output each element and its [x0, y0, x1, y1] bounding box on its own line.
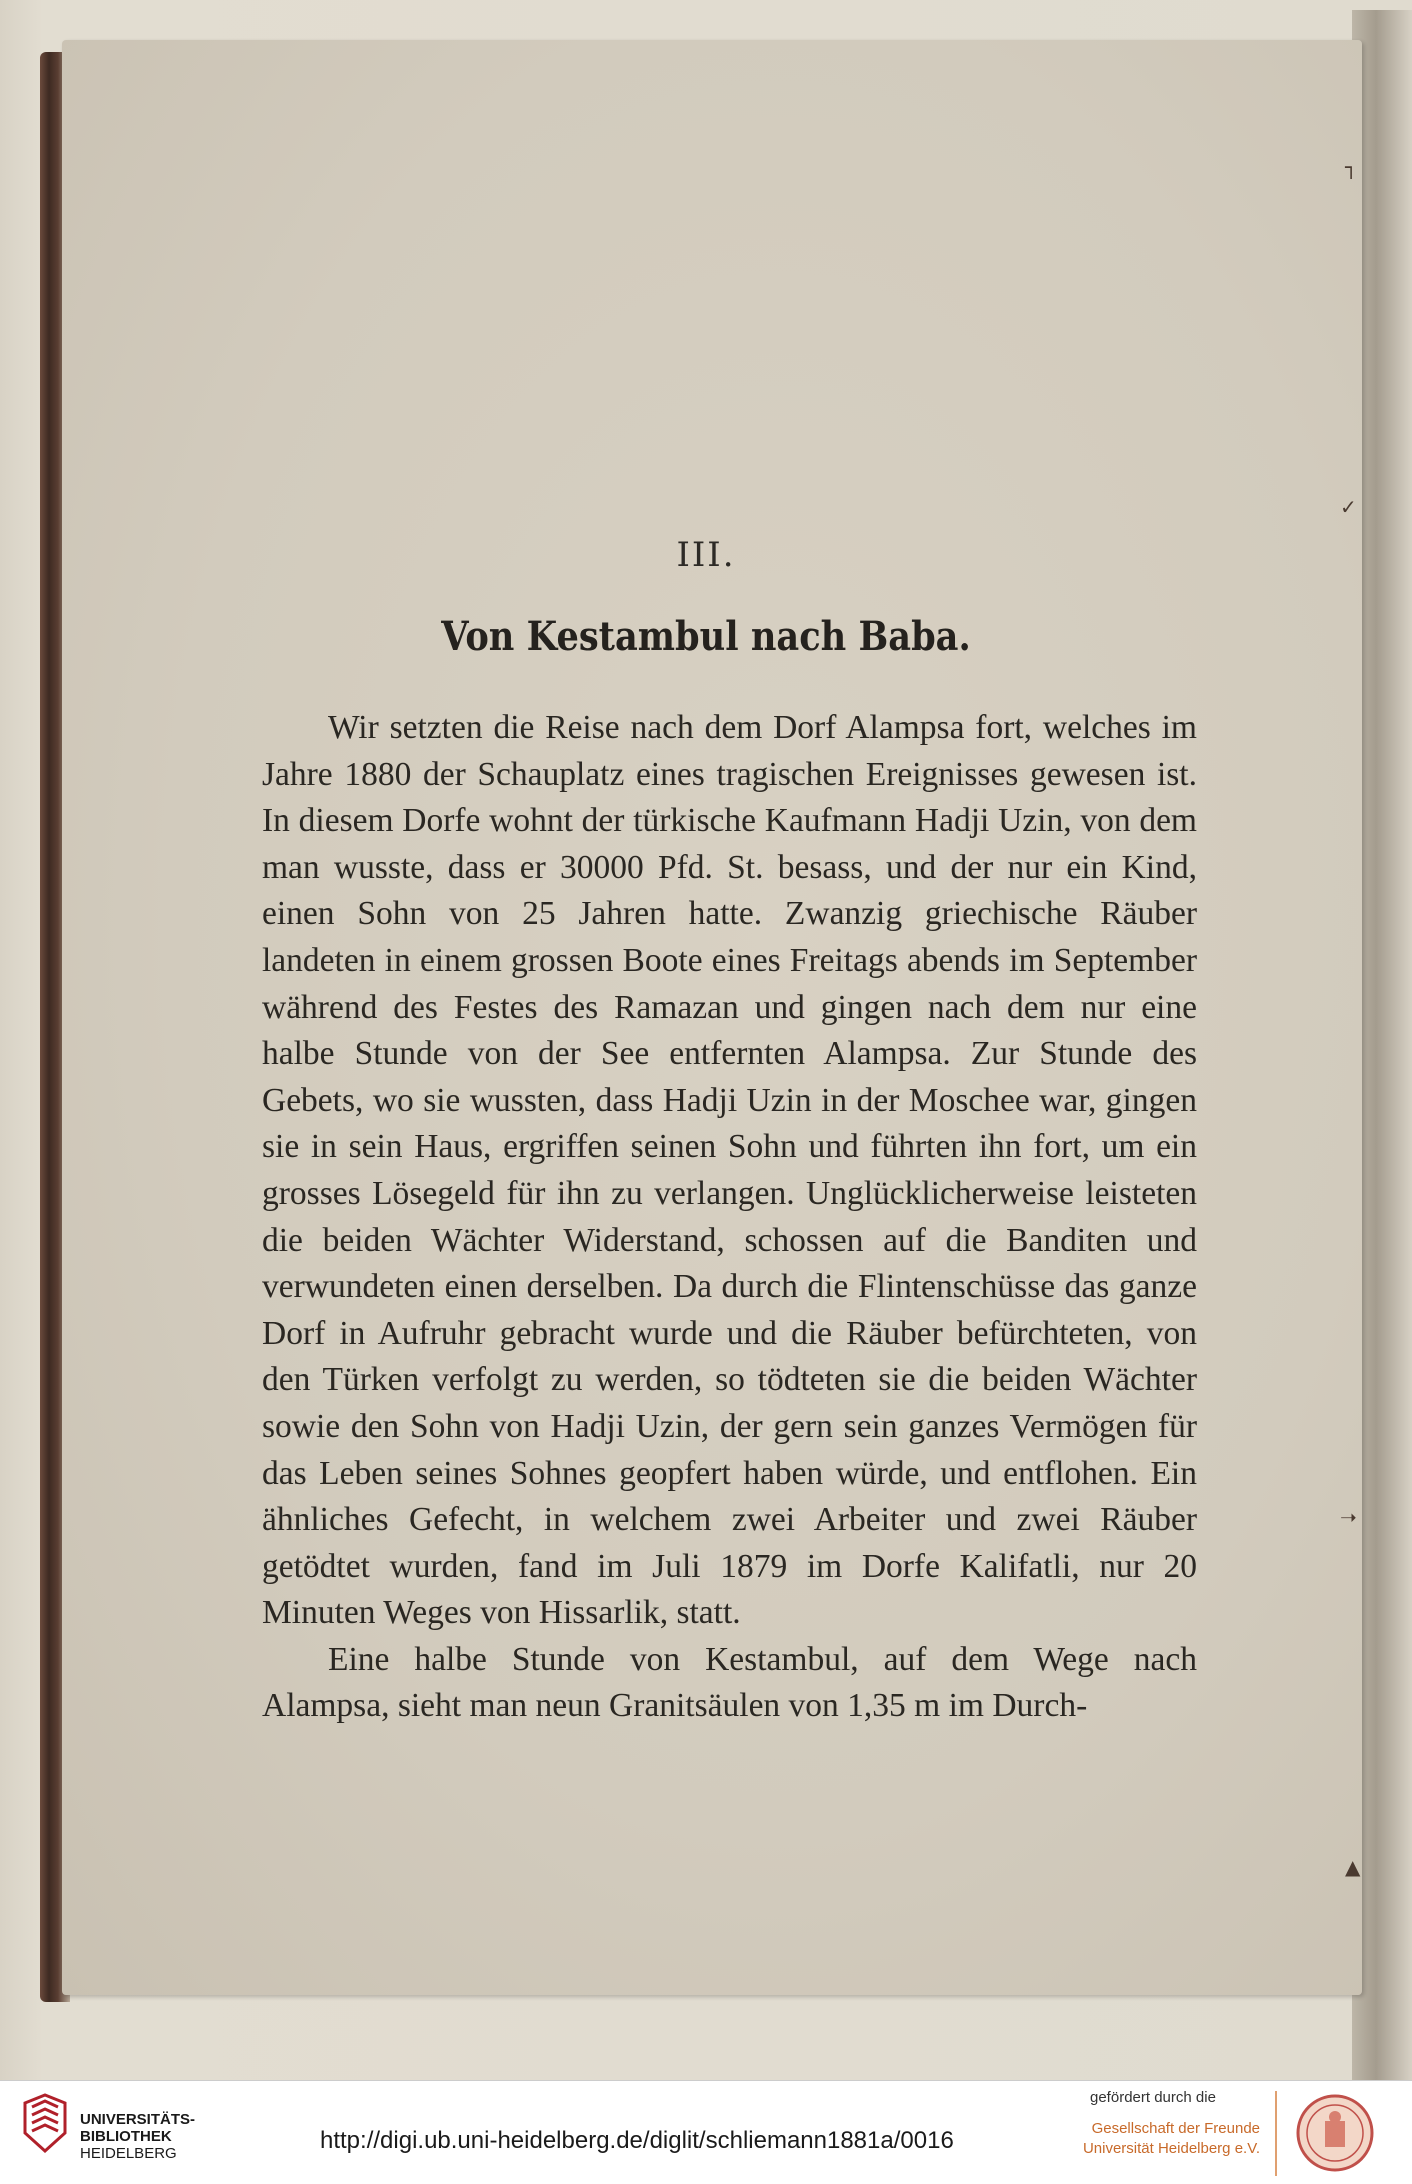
page-mark: ✓	[1340, 495, 1357, 519]
university-seal-icon	[1295, 2093, 1375, 2173]
library-name-line3: HEIDELBERG	[80, 2145, 177, 2162]
university-library-logo-icon	[20, 2093, 70, 2153]
sponsor-name-line2: Universität Heidelberg e.V.	[1082, 2140, 1260, 2157]
paragraph: Wir setzten die Reise nach dem Dorf Alampsa fort, welches im Jahre 1880 der Schauplatz eines tragischen Ereignisses gewesen ist. In diesem Dorfe wohnt der türkische Kaufmann Hadji Uzin, von dem man wusste, dass er 30000 Pfd. St. besass, und der nur ein Kind, einen Sohn von 25 Jahren hatte. Zwanzig griechische Räuber landeten in einem grossen Boote eines Freitags abends im September während des Festes des Ramazan und gingen nach dem nur eine halbe Stunde von der See entfernten Alampsa. Zur Stunde des Gebets, wo sie wussten, dass Hadji Uzin in der Moschee war, gingen sie in sein Haus, ergriffen seinen Sohn und führten ihn fort, um ein grosses Lösegeld für ihn zu verlangen. Unglücklicherweise leisteten die beiden Wächter Widerstand, schossen auf die Banditen und verwundeten einen derselben. Da durch die Flintenschüsse das ganze Dorf in Aufruhr gebracht wurde und die Räuber befürchteten, von den Türken verfolgt zu werden, so tödteten sie die beiden Wächter sowie den Sohn von Hadji Uzin, der gern sein ganzes Vermögen für das Leben seines Sohnes geopfert haben würde, und entflohen. Ein ähnliches Gefecht, in welchem zwei Arbeiter und zwei Räuber getödtet wurden, fand im Juli 1879 im Dorfe Kalifatli, nur 20 Minuten Weges von Hissarlik, statt.	[262, 709, 1197, 1632]
page-mark: ┐	[1345, 155, 1358, 179]
library-name-line1: UNIVERSITÄTS-	[80, 2111, 196, 2128]
library-name-line2: BIBLIOTHEK	[80, 2128, 172, 2145]
document-url[interactable]: http://digi.ub.uni-heidelberg.de/diglit/schliemann1881a/0016	[320, 2127, 954, 2154]
library-name	[80, 2111, 195, 2162]
body-text	[262, 705, 1197, 1730]
chapter-number: III.	[676, 535, 736, 575]
chapter-title: Von Kestambul nach Baba.	[441, 613, 971, 660]
page-mark: ▲	[1345, 1855, 1361, 1879]
sponsor-name-line1: Gesellschaft der Freunde	[1091, 2120, 1260, 2137]
footer-bar	[0, 2080, 1412, 2184]
sponsor-name	[1060, 2119, 1260, 2159]
sponsor-label: gefördert durch die	[1090, 2089, 1216, 2106]
paragraph: Eine halbe Stunde von Kestambul, auf dem Wege nach Alampsa, sieht man neun Granitsäulen von 1,35 m im Durch-	[262, 1640, 1197, 1725]
sponsor-divider	[1275, 2091, 1277, 2176]
page-mark: ➝	[1340, 1505, 1357, 1529]
